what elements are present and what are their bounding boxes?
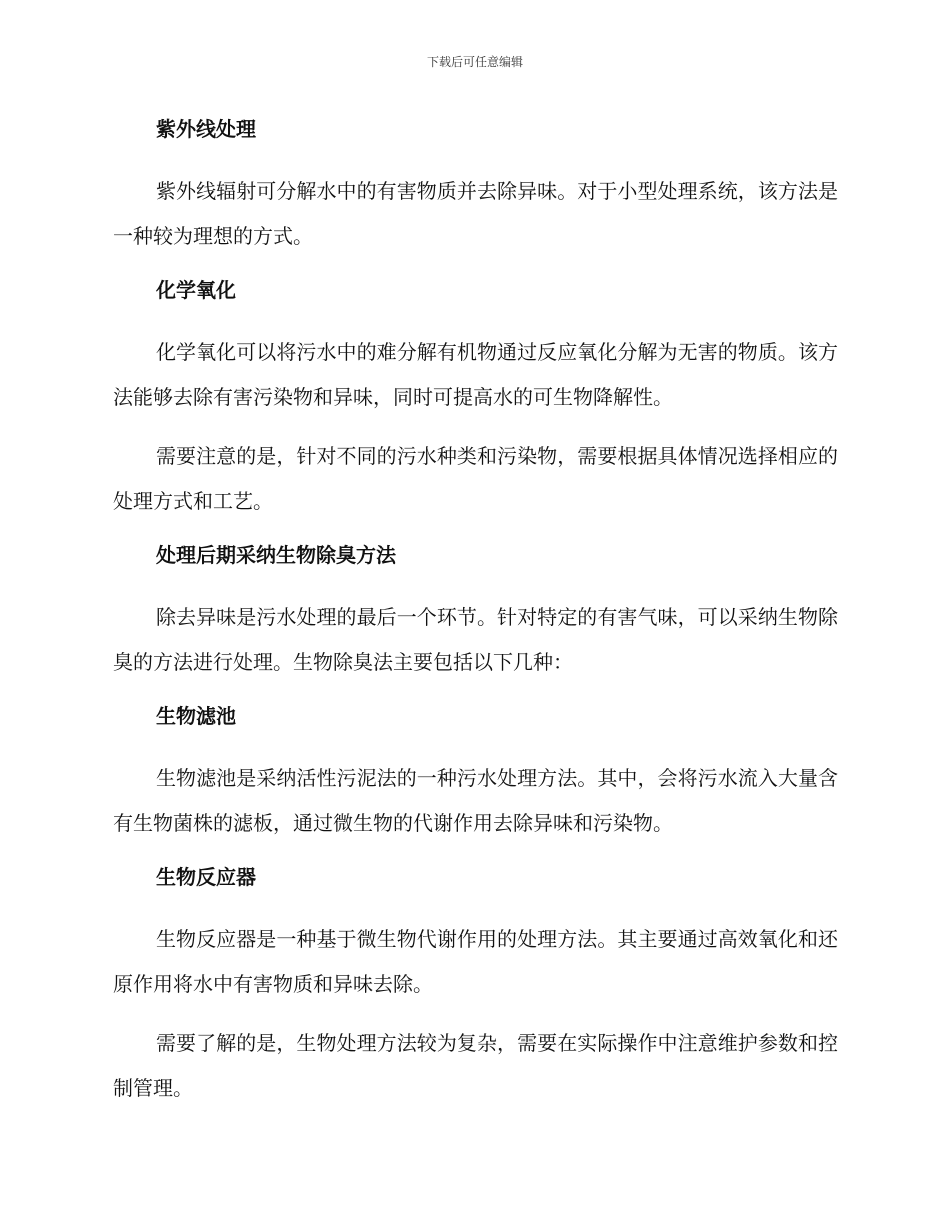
paragraph: 紫外线辐射可分解水中的有害物质并去除异味。对于小型处理系统，该方法是一种较为理想的方式。	[113, 179, 838, 248]
section-heading: 生物反应器	[156, 865, 256, 889]
paragraph: 生物滤池是采纳活性污泥法的一种污水处理方法。其中，会将污水流入大量含有生物菌株的滤板，通过微生物的代谢作用去除异味和污染物。	[113, 766, 838, 835]
section-heading: 紫外线处理	[156, 117, 256, 141]
paragraph: 除去异味是污水处理的最后一个环节。针对特定的有害气味，可以采纳生物除臭的方法进行处理。生物除臭法主要包括以下几种：	[113, 605, 838, 674]
paragraph: 需要注意的是，针对不同的污水种类和污染物，需要根据具体情况选择相应的处理方式和工艺。	[113, 444, 838, 513]
section-heading: 处理后期采纳生物除臭方法	[156, 543, 396, 567]
section-heading: 生物滤池	[156, 704, 236, 728]
paragraph: 需要了解的是，生物处理方法较为复杂，需要在实际操作中注意维护参数和控制管理。	[113, 1031, 838, 1100]
page-header: 下载后可任意编辑	[426, 55, 523, 69]
section-heading: 化学氧化	[156, 278, 236, 302]
paragraph: 化学氧化可以将污水中的难分解有机物通过反应氧化分解为无害的物质。该方法能够去除有害污染物和异味，同时可提高水的可生物降解性。	[113, 340, 838, 409]
document-body	[113, 112, 838, 1125]
paragraph: 生物反应器是一种基于微生物代谢作用的处理方法。其主要通过高效氧化和还原作用将水中有害物质和异味去除。	[113, 927, 838, 996]
